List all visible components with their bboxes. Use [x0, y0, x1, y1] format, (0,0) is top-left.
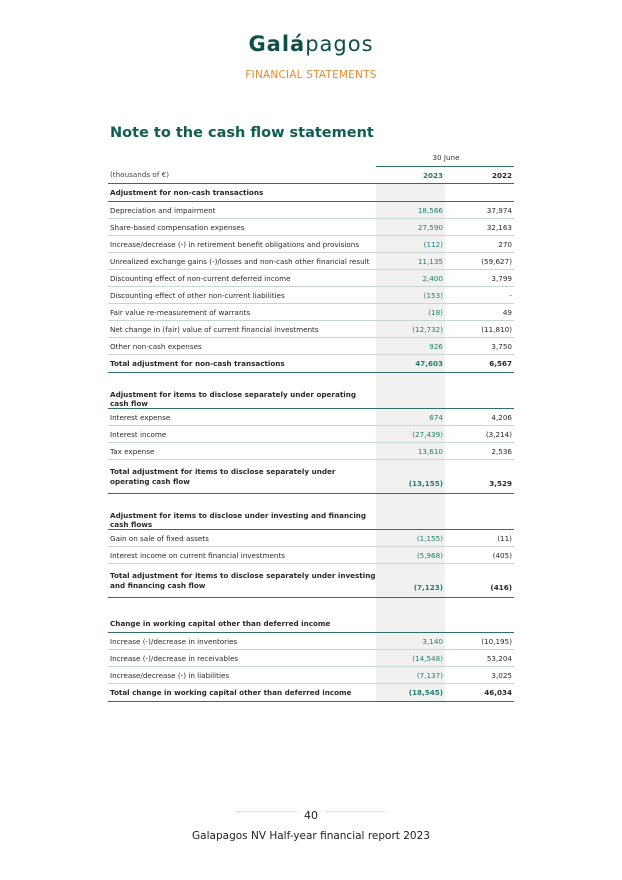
total-value-2022: 6,567 [445, 355, 514, 373]
value-2023: (1,155) [376, 530, 445, 547]
row-label: Increase/decrease (-) in retirement benefit obligations and provisions [108, 236, 376, 253]
value-2022: (3,214) [445, 426, 514, 443]
value-2023: (153) [376, 287, 445, 304]
section-heading: Adjustment for items to disclose separately under operating cash flow [108, 390, 376, 409]
spacer-2023 [376, 494, 445, 512]
section-heading: Adjustment for non-cash transactions [108, 184, 376, 202]
table-row [108, 253, 514, 270]
spacer-label [108, 598, 376, 616]
company-logo [0, 34, 622, 55]
row-label: Share-based compensation expenses [108, 219, 376, 236]
total-value-2022: 3,529 [445, 460, 514, 494]
cell-2023-empty [376, 390, 445, 409]
value-2022: (11,810) [445, 321, 514, 338]
value-2023: 2,400 [376, 270, 445, 287]
total-label: Total change in working capital other than deferred income [108, 684, 376, 702]
value-2022: 4,206 [445, 409, 514, 426]
value-2022: 3,750 [445, 338, 514, 355]
value-2023: (7,137) [376, 667, 445, 684]
cash-flow-note-table [108, 149, 514, 702]
total-label: Total adjustment for items to disclose separately under investing and financing cash flow [108, 564, 376, 598]
spacer-row [108, 598, 514, 616]
cell-2023-empty [376, 511, 445, 530]
value-2022: 3,025 [445, 667, 514, 684]
row-label: Net change in (fair) value of current financial investments [108, 321, 376, 338]
value-2022: - [445, 287, 514, 304]
page-number: 40 [298, 809, 324, 822]
value-2022: 32,163 [445, 219, 514, 236]
value-2022: (405) [445, 547, 514, 564]
page-header [0, 34, 622, 81]
row-label: Increase (-)/decrease in inventories [108, 633, 376, 650]
column-header-row [108, 167, 514, 184]
unit-label: (thousands of €) [108, 167, 376, 184]
page-title: Note to the cash flow statement [110, 125, 374, 141]
value-2022: 37,974 [445, 202, 514, 219]
total-label: Total adjustment for items to disclose separately under operating cash flow [108, 460, 376, 494]
value-2023: (12,732) [376, 321, 445, 338]
row-label: Discounting effect of non-current deferred income [108, 270, 376, 287]
cell-2023-empty [376, 184, 445, 202]
row-label: Other non-cash expenses [108, 338, 376, 355]
row-label: Fair value re-measurement of warrants [108, 304, 376, 321]
section-heading-row [108, 390, 514, 409]
cell-2023-empty [376, 615, 445, 633]
value-2023: 3,140 [376, 633, 445, 650]
total-value-2022: (416) [445, 564, 514, 598]
value-2023: (14,548) [376, 650, 445, 667]
value-2022: 3,799 [445, 270, 514, 287]
table-row [108, 530, 514, 547]
spacer-2022 [445, 494, 514, 512]
column-header-2023: 2023 [376, 167, 445, 184]
value-2022: 49 [445, 304, 514, 321]
value-2023: (18) [376, 304, 445, 321]
total-value-2023: (18,545) [376, 684, 445, 702]
total-value-2023: (13,155) [376, 460, 445, 494]
logo-bold-part: Galá [248, 32, 306, 56]
value-2023: 674 [376, 409, 445, 426]
row-label: Increase/decrease (-) in liabilities [108, 667, 376, 684]
table-row [108, 236, 514, 253]
table-row [108, 426, 514, 443]
value-2023: 27,590 [376, 219, 445, 236]
spacer-label [108, 373, 376, 391]
section-heading-row [108, 615, 514, 633]
row-label: Depreciation and impairment [108, 202, 376, 219]
row-label: Tax expense [108, 443, 376, 460]
value-2022: 270 [445, 236, 514, 253]
row-label: Interest income on current financial investments [108, 547, 376, 564]
row-label: Discounting effect of other non-current liabilities [108, 287, 376, 304]
value-2023: 13,610 [376, 443, 445, 460]
table-row [108, 547, 514, 564]
spacer-label [108, 494, 376, 512]
value-2022: 2,536 [445, 443, 514, 460]
table-row [108, 270, 514, 287]
section-heading-row [108, 184, 514, 202]
total-value-2023: (7,123) [376, 564, 445, 598]
spacer-2022 [445, 598, 514, 616]
total-row [108, 684, 514, 702]
table-row [108, 202, 514, 219]
cell-2022-empty [445, 511, 514, 530]
row-label: Interest expense [108, 409, 376, 426]
table-row [108, 633, 514, 650]
value-2023: 18,566 [376, 202, 445, 219]
spacer-row [108, 494, 514, 512]
cell-2022-empty [445, 184, 514, 202]
total-row [108, 460, 514, 494]
period-label: 30 June [376, 149, 514, 167]
section-subtitle: FINANCIAL STATEMENTS [245, 69, 377, 81]
table-row [108, 338, 514, 355]
total-value-2022: 46,034 [445, 684, 514, 702]
row-label: Interest income [108, 426, 376, 443]
value-2022: (59,627) [445, 253, 514, 270]
table-row [108, 409, 514, 426]
table-row [108, 219, 514, 236]
logo-thin-part: pagos [305, 32, 374, 56]
table-row [108, 667, 514, 684]
section-heading-row [108, 511, 514, 530]
total-row [108, 564, 514, 598]
spacer-2022 [445, 373, 514, 391]
table-row [108, 650, 514, 667]
section-heading: Adjustment for items to disclose under investing and financing cash flows [108, 511, 376, 530]
column-header-2022: 2022 [445, 167, 514, 184]
row-label: Unrealized exchange gains (-)/losses and non-cash other financial result [108, 253, 376, 270]
total-label: Total adjustment for non-cash transactions [108, 355, 376, 373]
table-row [108, 304, 514, 321]
value-2023: 11,135 [376, 253, 445, 270]
value-2022: (11) [445, 530, 514, 547]
value-2023: (5,968) [376, 547, 445, 564]
table-row [108, 321, 514, 338]
page-footer [0, 804, 622, 842]
cell-2022-empty [445, 390, 514, 409]
report-title: Galapagos NV Half-year financial report 2023 [192, 830, 430, 842]
cell-2022-empty [445, 615, 514, 633]
value-2023: 926 [376, 338, 445, 355]
value-2023: (112) [376, 236, 445, 253]
table-row [108, 287, 514, 304]
value-2022: (10,195) [445, 633, 514, 650]
spacer-2023 [376, 373, 445, 391]
value-2023: (27,439) [376, 426, 445, 443]
total-value-2023: 47,603 [376, 355, 445, 373]
table-row [108, 443, 514, 460]
section-heading: Change in working capital other than deferred income [108, 615, 376, 633]
spacer-2023 [376, 598, 445, 616]
total-row [108, 355, 514, 373]
period-header-row [108, 149, 514, 167]
value-2022: 53,204 [445, 650, 514, 667]
row-label: Increase (-)/decrease in receivables [108, 650, 376, 667]
row-label: Gain on sale of fixed assets [108, 530, 376, 547]
spacer-row [108, 373, 514, 391]
